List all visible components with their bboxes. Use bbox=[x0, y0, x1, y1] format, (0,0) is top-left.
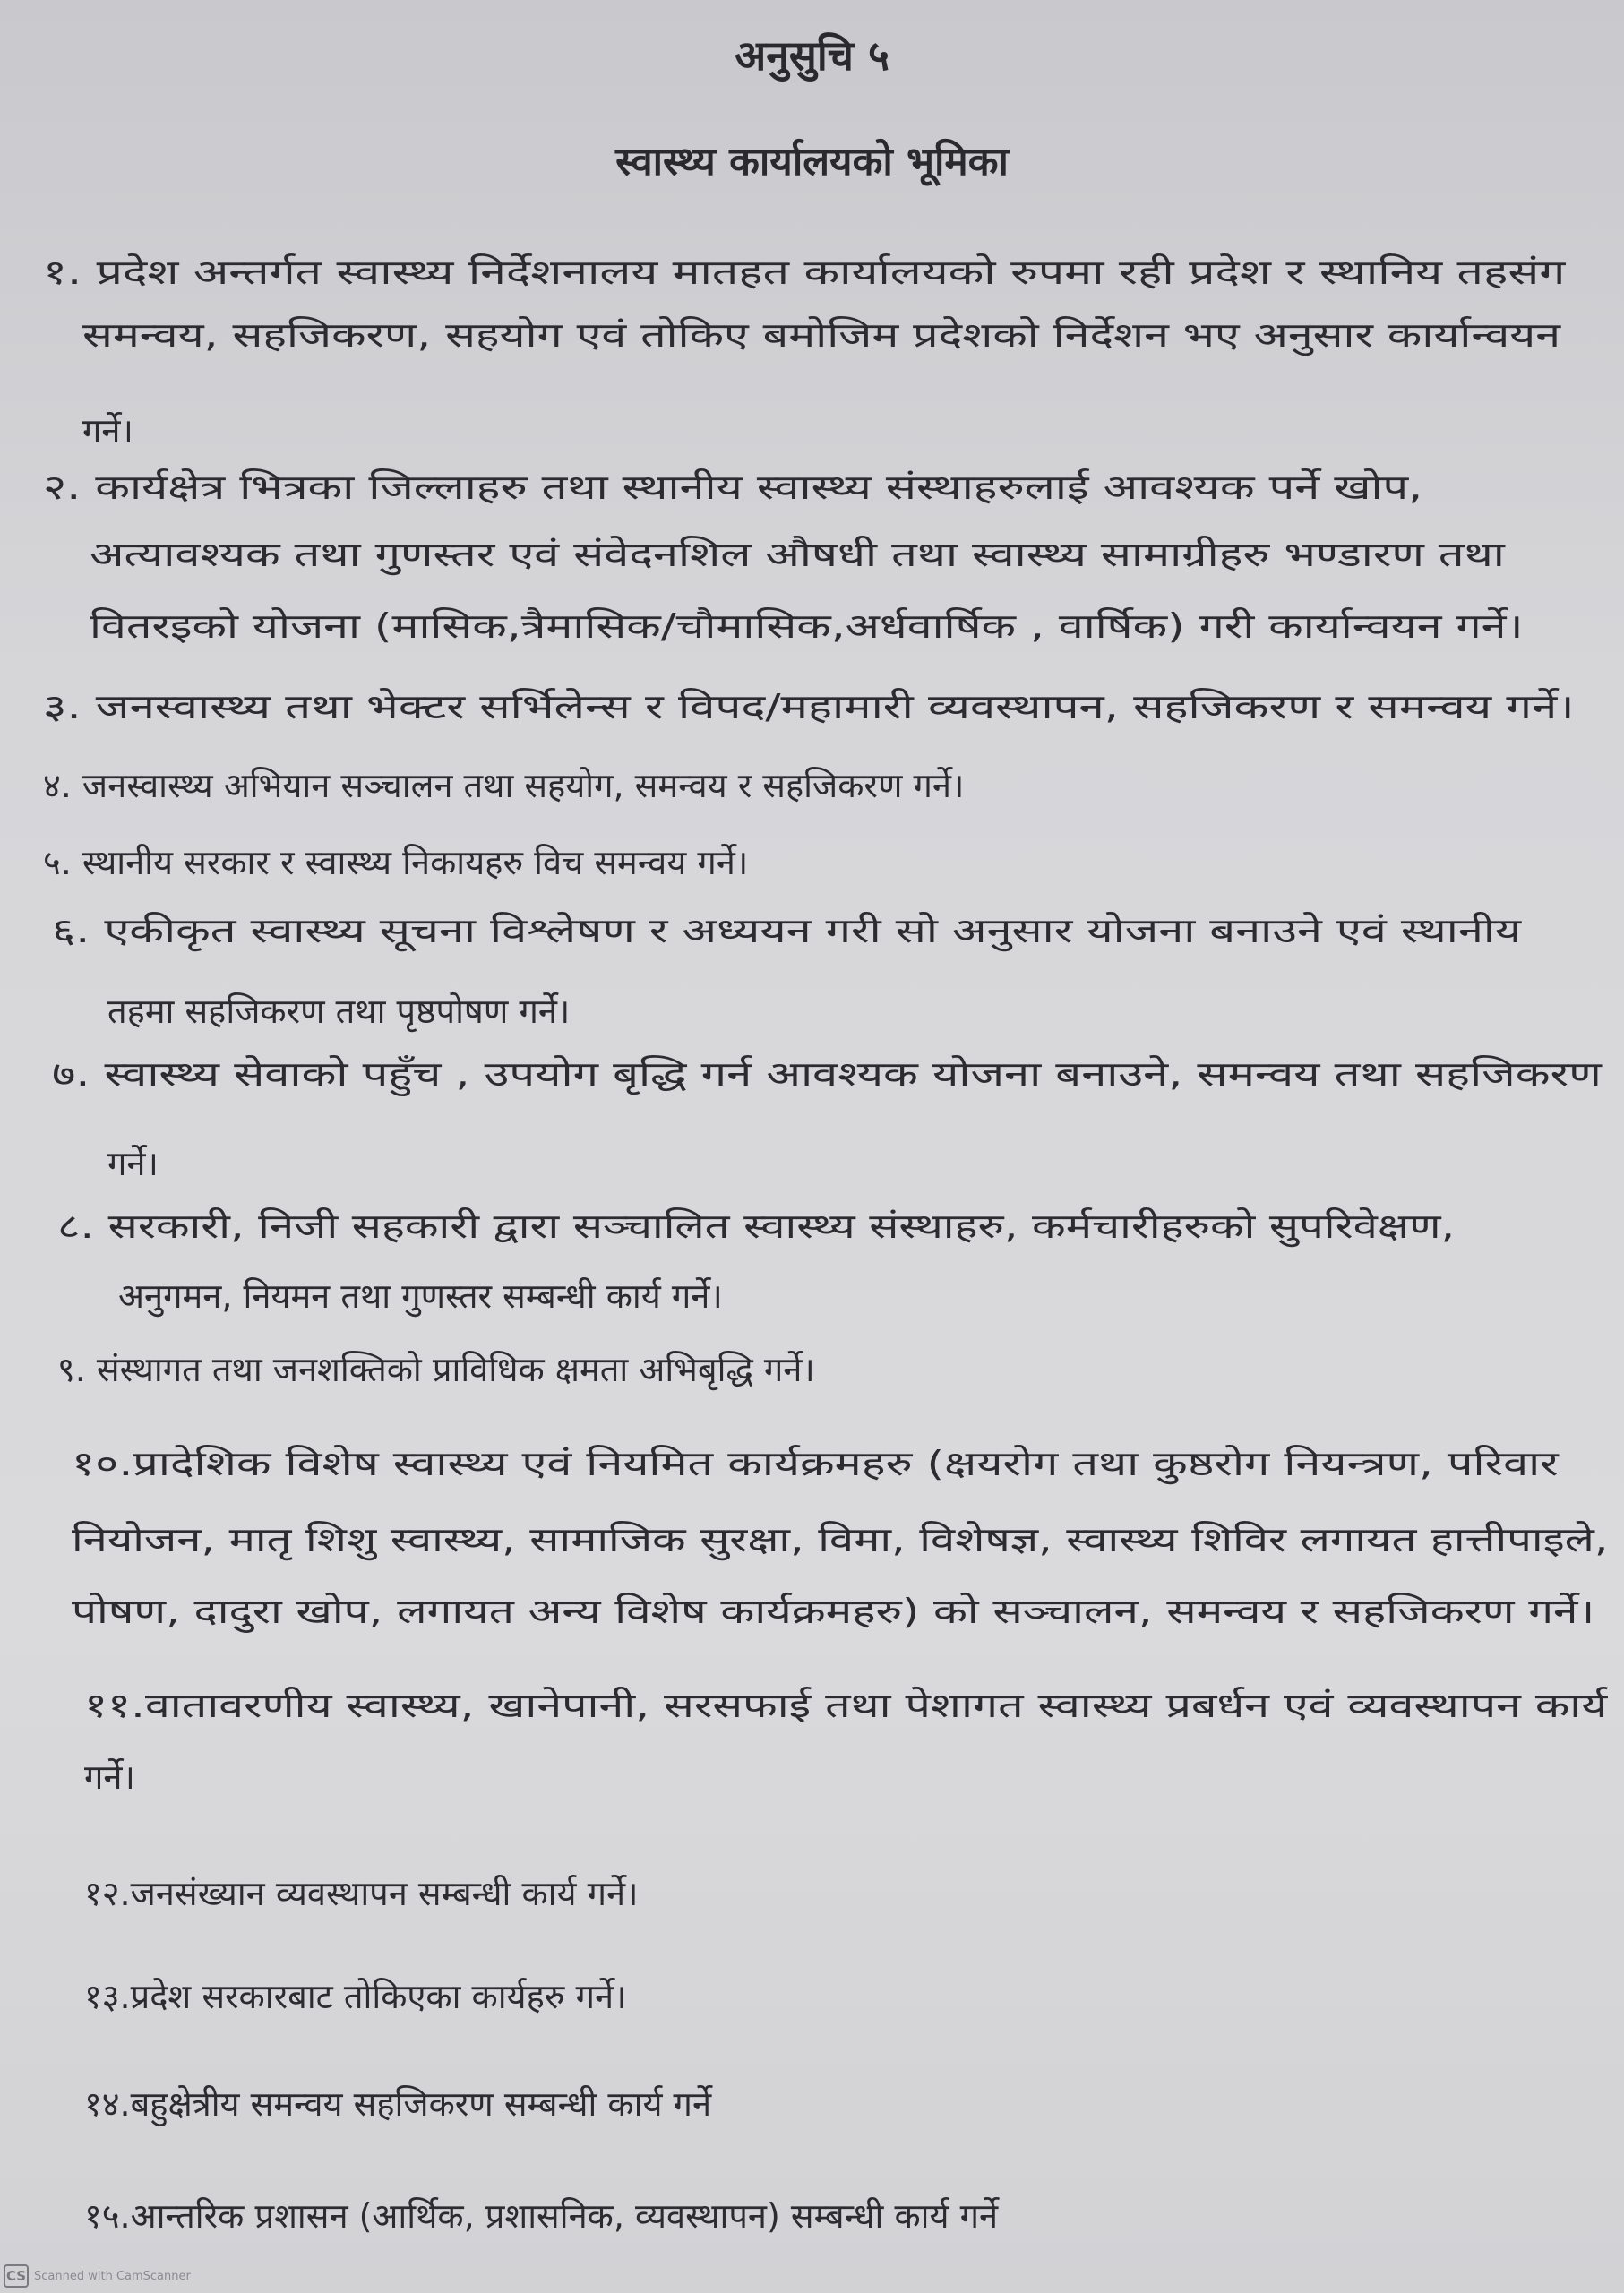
duty-line: ९. संस्थागत तथा जनशक्तिको प्राविधिक क्षमता अभिबृद्धि गर्ने। bbox=[57, 1350, 815, 1389]
duty-line: अत्यावश्यक तथा गुणस्तर एवं संवेदनशिल औषधी तथा स्वास्थ्य सामाग्रीहरु भण्डारण तथा bbox=[90, 535, 1505, 574]
duty-line: २. कार्यक्षेत्र भित्रका जिल्लाहरु तथा स्थानीय स्वास्थ्य संस्थाहरुलाई आवश्यक पर्ने खोप, bbox=[43, 468, 1423, 507]
duty-line: ३. जनस्वास्थ्य तथा भेक्टर सर्भिलेन्स र विपद/महामारी व्यवस्थापन, सहजिकरण र समन्वय गर्ने। bbox=[43, 687, 1575, 726]
duty-line: अनुगमन, नियमन तथा गुणस्तर सम्बन्धी कार्य गर्ने। bbox=[118, 1276, 723, 1316]
duty-line: ४. जनस्वास्थ्य अभियान सञ्चालन तथा सहयोग, समन्वय र सहजिकरण गर्ने। bbox=[43, 766, 965, 805]
duty-line: गर्ने। bbox=[82, 411, 133, 451]
duty-line: १. प्रदेश अन्तर्गत स्वास्थ्य निर्देशनालय मातहत कार्यालयको रुपमा रही प्रदेश र स्थानिय तहसंग bbox=[43, 253, 1566, 292]
duty-line: ६. एकीकृत स्वास्थ्य सूचना विश्लेषण र अध्ययन गरी सो अनुसार योजना बनाउने एवं स्थानीय bbox=[52, 911, 1522, 950]
duty-line: १३.प्रदेश सरकारबाट तोकिएका कार्यहरु गर्ने। bbox=[84, 1977, 627, 2016]
duty-line: ११.वातावरणीय स्वास्थ्य, खानेपानी, सरसफाई तथा पेशागत स्वास्थ्य प्रबर्धन एवं व्यवस्थापन कार्य bbox=[84, 1686, 1608, 1725]
duty-line: तहमा सहजिकरण तथा पृष्ठपोषण गर्ने। bbox=[107, 992, 571, 1031]
duty-line: समन्वय, सहजिकरण, सहयोग एवं तोकिए बमोजिम प्रदेशको निर्देशन भए अनुसार कार्यान्वयन bbox=[82, 315, 1561, 355]
duty-line: ८. सरकारी, निजी सहकारी द्वारा सञ्चालित स्वास्थ्य संस्थाहरु, कर्मचारीहरुको सुपरिवेक्षण, bbox=[57, 1207, 1456, 1246]
duty-line: १५.आन्तरिक प्रशासन (आर्थिक, प्रशासनिक, व्यवस्थापन) सम्बन्धी कार्य गर्ने bbox=[84, 2196, 999, 2236]
duty-line: ५. स्थानीय सरकार र स्वास्थ्य निकायहरु विच समन्वय गर्ने। bbox=[43, 843, 749, 882]
duty-line: १४.बहुक्षेत्रीय समन्वय सहजिकरण सम्बन्धी कार्य गर्ने bbox=[84, 2084, 712, 2124]
duty-line: १२.जनसंख्यान व्यवस्थापन सम्बन्धी कार्य गर्ने। bbox=[84, 1874, 639, 1913]
duty-line: गर्ने। bbox=[107, 1144, 159, 1183]
duty-line: ७. स्वास्थ्य सेवाको पहुँच , उपयोग बृद्धि गर्न आवश्यक योजना बनाउने, समन्वय तथा सहजिकरण bbox=[52, 1054, 1602, 1094]
camscanner-logo-icon: CS bbox=[4, 2264, 29, 2288]
duty-line: १०.प्रादेशिक विशेष स्वास्थ्य एवं नियमित कार्यक्रमहरु (क्षयरोग तथा कुष्ठरोग नियन्त्रण, परिवार bbox=[72, 1444, 1559, 1483]
duty-line: गर्ने। bbox=[84, 1757, 135, 1797]
duty-line: पोषण, दादुरा खोप, लगायत अन्य विशेष कार्यक्रमहरु) को सञ्चालन, समन्वय र सहजिकरण गर्ने। bbox=[72, 1592, 1595, 1631]
document-subtitle: स्वास्थ्य कार्यालयको भूमिका bbox=[615, 139, 1009, 185]
duty-line: वितरइको योजना (मासिक,त्रैमासिक/चौमासिक,अर्धवार्षिक , वार्षिक) गरी कार्यान्वयन गर्ने। bbox=[90, 606, 1524, 646]
camscanner-watermark bbox=[4, 2263, 191, 2289]
annex-title: अनुसुचि ५ bbox=[735, 31, 889, 80]
duty-line: नियोजन, मातृ शिशु स्वास्थ्य, सामाजिक सुरक्षा, विमा, विशेषज्ञ, स्वास्थ्य शिविर लगायत हात्तीपाइले, bbox=[72, 1520, 1609, 1559]
scanner-text: Scanned with CamScanner bbox=[34, 2269, 191, 2283]
